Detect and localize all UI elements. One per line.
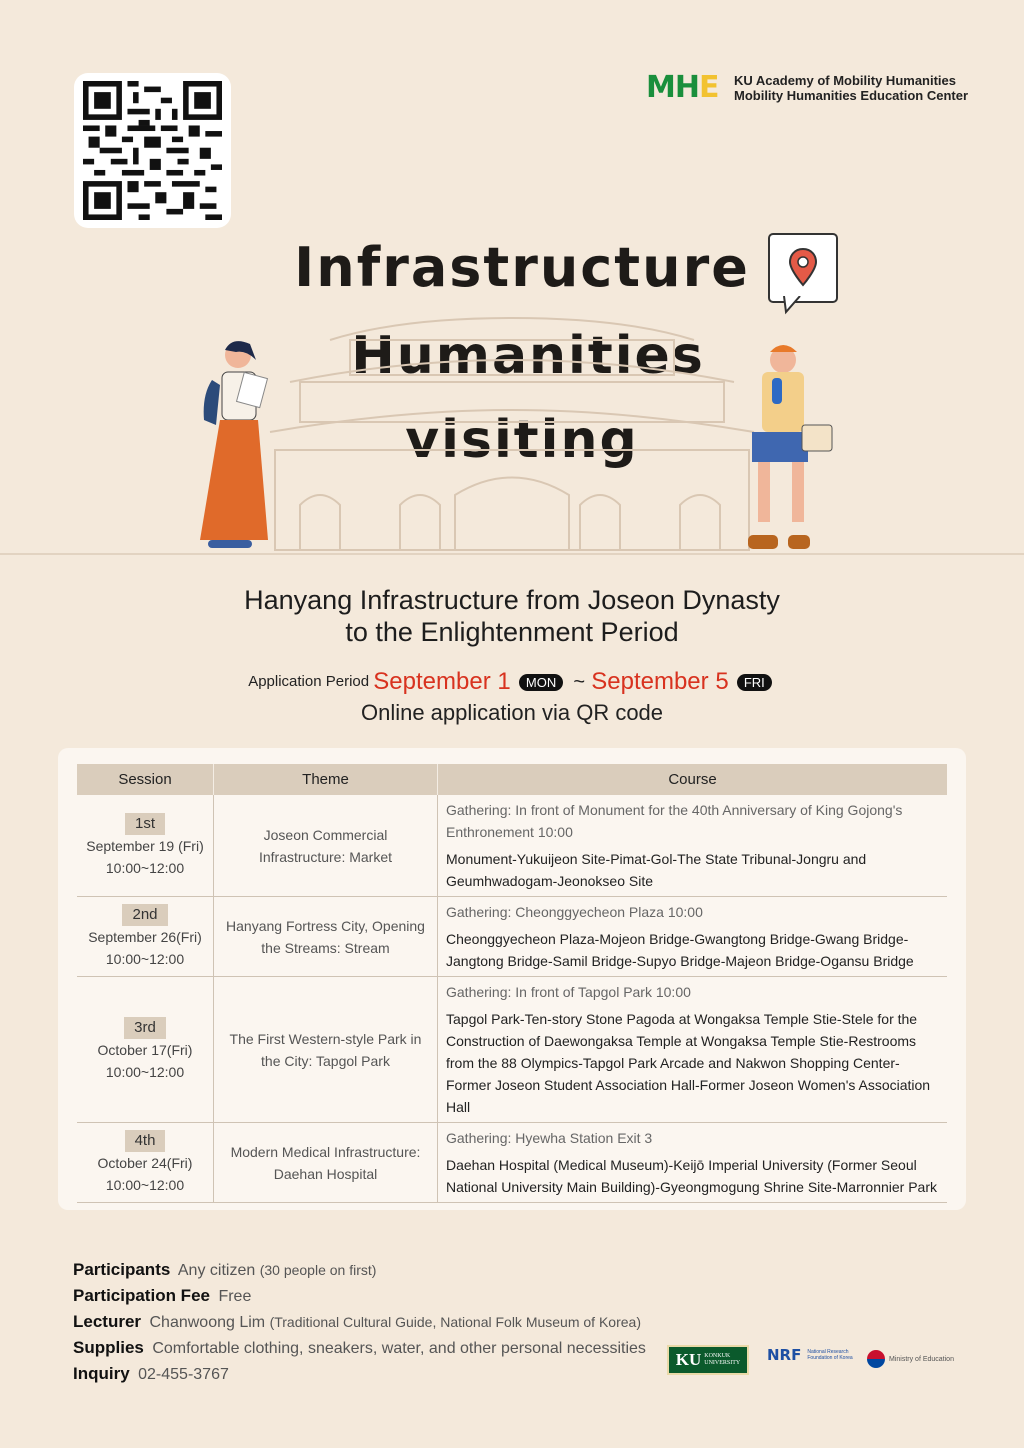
session-badge: 2nd bbox=[122, 904, 167, 926]
ku-logo-sub1: KONKUK bbox=[704, 1353, 731, 1359]
ground-line bbox=[0, 553, 1024, 555]
org-name-line2: Mobility Humanities Education Center bbox=[734, 88, 969, 103]
online-application-note: Online application via QR code bbox=[360, 700, 664, 725]
woman-traveler-icon bbox=[200, 341, 268, 548]
schedule-table bbox=[77, 764, 947, 1203]
taegeuk-icon bbox=[867, 1350, 885, 1368]
ku-logo-sub2: UNIVERSITY bbox=[704, 1360, 741, 1366]
qr-code-pattern bbox=[82, 81, 223, 220]
moe-logo-text: Ministry of Education bbox=[889, 1355, 954, 1363]
inquiry-label: Inquiry bbox=[73, 1364, 130, 1383]
application-period bbox=[0, 667, 1024, 697]
date-separator: ~ bbox=[573, 671, 586, 694]
session-time: 10:00~12:00 bbox=[105, 951, 185, 967]
session-date: September 26(Fri) bbox=[88, 929, 202, 945]
supplies-row bbox=[73, 1335, 646, 1361]
table-row bbox=[77, 897, 947, 977]
application-period-label: Application Period bbox=[248, 673, 370, 691]
application-start-date: September 1 bbox=[373, 668, 511, 696]
end-day-badge: FRI bbox=[737, 674, 772, 691]
ministry-of-education-logo bbox=[867, 1350, 954, 1368]
ku-logo-text: KU bbox=[675, 1350, 702, 1369]
man-traveler-icon bbox=[748, 345, 832, 549]
title-line1: Infrastructure bbox=[294, 236, 750, 299]
title-line3: visiting bbox=[405, 410, 639, 470]
session-badge: 4th bbox=[125, 1130, 166, 1152]
gathering-info: Gathering: In front of Tapgol Park 10:00 bbox=[446, 984, 691, 1000]
session-date: September 19 (Fri) bbox=[86, 838, 204, 854]
session-time: 10:00~12:00 bbox=[105, 1064, 185, 1080]
mhe-logo-block bbox=[646, 70, 969, 105]
lecturer-label: Lecturer bbox=[73, 1312, 142, 1331]
palace-illustration bbox=[0, 300, 1024, 555]
gathering-info: Gathering: Hyewha Station Exit 3 bbox=[446, 1130, 653, 1146]
map-pin-icon bbox=[768, 233, 838, 303]
subtitle-line2: to the Enlightenment Period bbox=[345, 617, 679, 647]
supplies-label: Supplies bbox=[73, 1338, 144, 1357]
org-name-line1: KU Academy of Mobility Humanities bbox=[734, 73, 956, 88]
participants-row bbox=[73, 1257, 646, 1283]
table-row bbox=[77, 977, 947, 1123]
course-route: Tapgol Park-Ten-story Stone Pagoda at Wongaksa Temple Stie-Stele for the Construction of Daewongaksa Temple at Wongaksa Temple Stie-Restrooms from the 88 Olympics-Tapgol Park Arcade and Nakwon Shopping Center-Former Joseon Student Association Hall-Former Joseon Women's Association Hall bbox=[446, 1011, 931, 1115]
participants-value: Any citizen bbox=[177, 1262, 256, 1279]
session-date: October 17(Fri) bbox=[97, 1042, 193, 1058]
participants-label: Participants bbox=[73, 1260, 171, 1279]
konkuk-university-logo bbox=[667, 1345, 749, 1375]
session-badge: 3rd bbox=[124, 1017, 166, 1039]
header-course: Course bbox=[438, 764, 948, 795]
supplies-value: Comfortable clothing, sneakers, water, and other personal necessities bbox=[152, 1340, 646, 1357]
table-row bbox=[77, 795, 947, 897]
course-route: Cheonggyecheon Plaza-Mojeon Bridge-Gwangtong Bridge-Gwang Bridge-Jangtong Bridge-Samil Bridge-Supyo Bridge-Majeon Bridge-Ogansu Bridge bbox=[446, 931, 914, 969]
lecturer-value: Chanwoong Lim bbox=[149, 1314, 266, 1331]
table-row bbox=[77, 1123, 947, 1203]
mhe-logo: M H E bbox=[646, 70, 719, 105]
session-theme: Joseon Commercial Infrastructure: Market bbox=[258, 826, 393, 865]
session-theme: Hanyang Fortress City, Opening the Streams: Stream bbox=[226, 917, 425, 956]
course-route: Monument-Yukuijeon Site-Pimat-Gol-The State Tribunal-Jongru and Geumhwadogam-Jeonokseo Site bbox=[446, 851, 867, 889]
gathering-info: Gathering: In front of Monument for the 40th Anniversary of King Gojong's Enthronement 10:00 bbox=[446, 802, 903, 840]
session-theme: The First Western-style Park in the City: Tapgol Park bbox=[229, 1030, 422, 1069]
subtitle bbox=[0, 584, 1024, 648]
fee-row bbox=[73, 1283, 646, 1309]
participants-note: (30 people on first) bbox=[259, 1262, 377, 1278]
session-theme: Modern Medical Infrastructure: Daehan Hospital bbox=[230, 1143, 421, 1182]
course-route: Daehan Hospital (Medical Museum)-Keijō Imperial University (Former Seoul National University Main Building)-Gyeongmogung Shrine Site-Marronnier Park bbox=[446, 1157, 937, 1195]
session-time: 10:00~12:00 bbox=[105, 860, 185, 876]
nrf-logo-sub1: National Research bbox=[807, 1349, 849, 1355]
session-date: October 24(Fri) bbox=[97, 1155, 193, 1171]
gathering-info: Gathering: Cheonggyecheon Plaza 10:00 bbox=[446, 904, 703, 920]
qr-code[interactable] bbox=[74, 73, 231, 228]
title-line2: Humanities bbox=[351, 326, 705, 386]
start-day-badge: MON bbox=[519, 674, 563, 691]
fee-label: Participation Fee bbox=[73, 1286, 210, 1305]
nrf-logo-sub2: Foundation of Korea bbox=[807, 1355, 853, 1361]
application-end-date: September 5 bbox=[591, 668, 729, 696]
fee-value: Free bbox=[218, 1288, 252, 1305]
lecturer-note: (Traditional Cultural Guide, National Folk Museum of Korea) bbox=[269, 1314, 641, 1330]
nrf-logo bbox=[767, 1346, 854, 1364]
lecturer-row bbox=[73, 1309, 646, 1335]
session-time: 10:00~12:00 bbox=[105, 1177, 185, 1193]
inquiry-value: 02-455-3767 bbox=[138, 1366, 229, 1383]
event-info bbox=[73, 1257, 646, 1387]
table-header-row bbox=[77, 764, 947, 795]
session-badge: 1st bbox=[125, 813, 165, 835]
header-theme: Theme bbox=[214, 764, 438, 795]
nrf-logo-text: NRF bbox=[767, 1346, 802, 1364]
subtitle-line1: Hanyang Infrastructure from Joseon Dynasty bbox=[244, 585, 780, 615]
header-session: Session bbox=[77, 764, 214, 795]
inquiry-row bbox=[73, 1361, 646, 1387]
